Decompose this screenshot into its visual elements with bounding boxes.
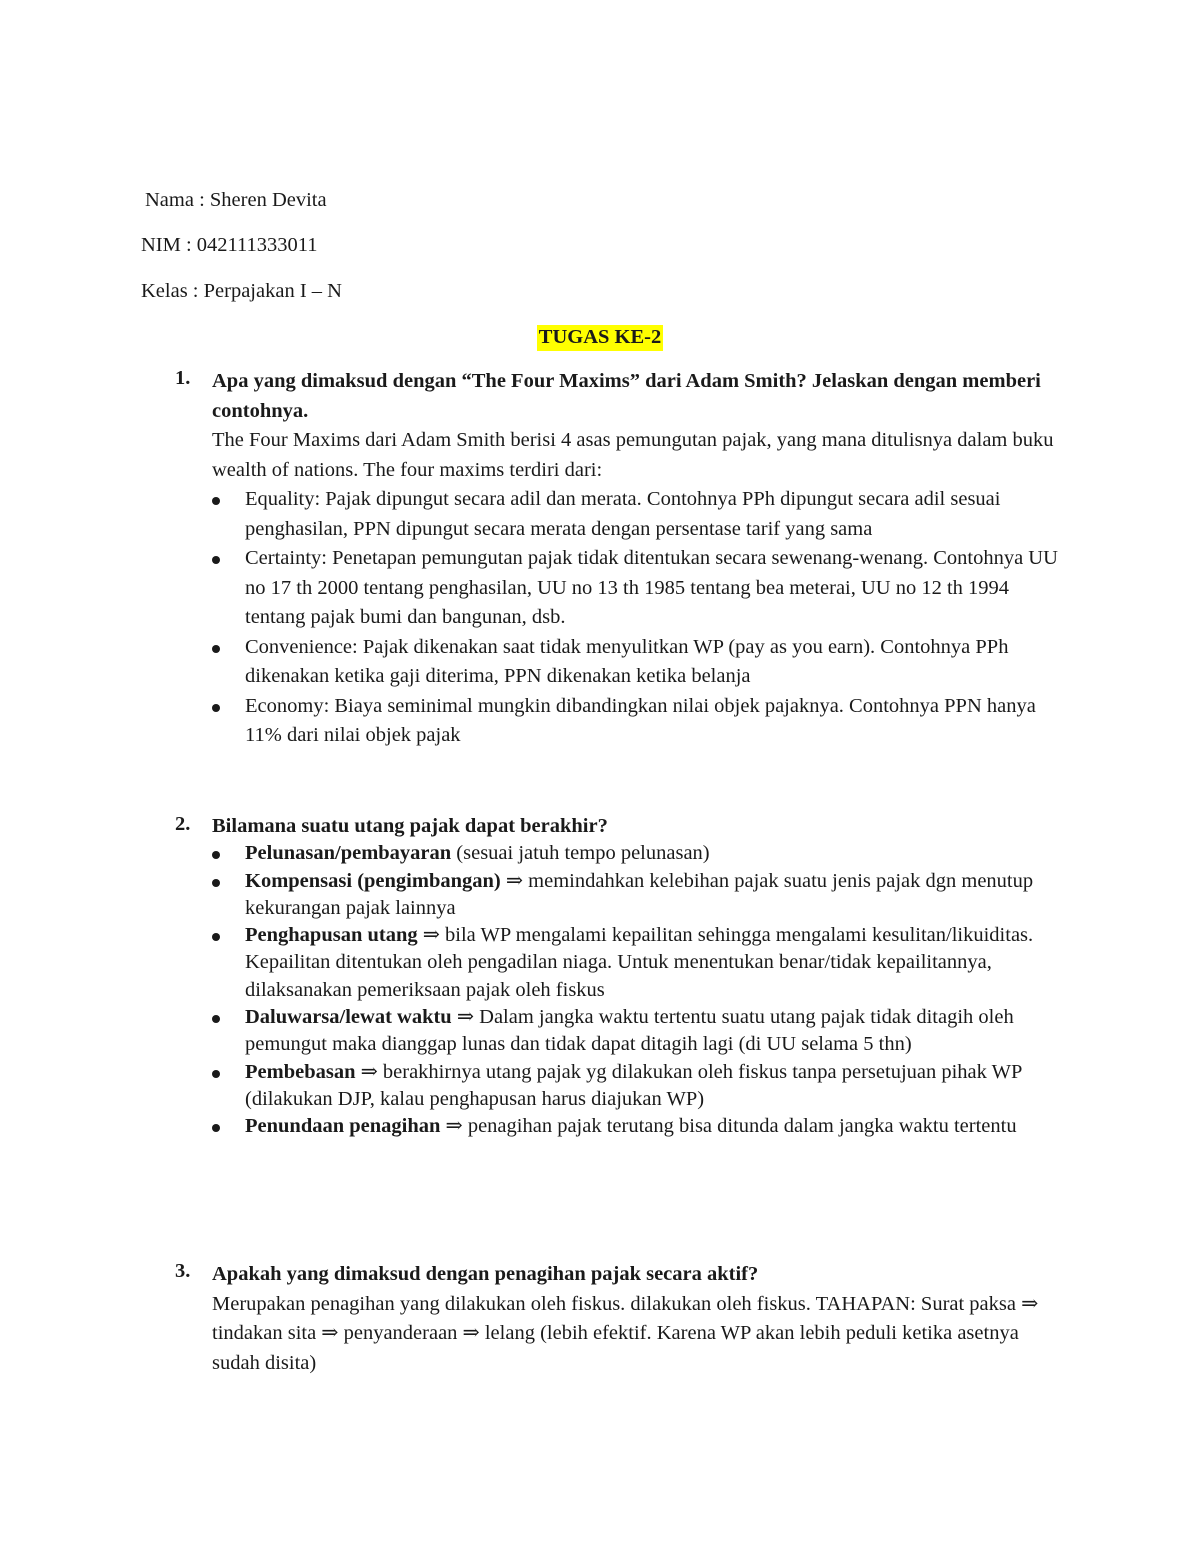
- list-item-text: Equality: Pajak dipungut secara adil dan merata. Contohnya PPh dipungut secara adil sesuai penghasilan, PPN dipungut secara merata dengan persentase tarif yang sama: [245, 488, 1001, 540]
- bullet-icon: [212, 1124, 220, 1132]
- bullet-icon: [212, 1070, 220, 1078]
- question-text: Apakah yang dimaksud dengan penagihan pajak secara aktif?: [212, 1263, 759, 1285]
- question-text: Bilamana suatu utang pajak dapat berakhir?: [212, 815, 608, 837]
- answer-text: The Four Maxims dari Adam Smith berisi 4 asas pemungutan pajak, yang mana ditulisnya dalam buku wealth of nations. The four maxims terdiri dari:: [212, 429, 1054, 481]
- bullet-icon: [212, 497, 220, 505]
- question-number: 3.: [175, 1260, 191, 1282]
- question-body: [212, 367, 1065, 751]
- list-item: [175, 633, 1065, 692]
- list-item: [175, 922, 1065, 1004]
- list-item-text: (sesuai jatuh tempo pelunasan): [451, 842, 710, 865]
- assignment-title: TUGAS KE-2: [537, 325, 663, 351]
- list-item: [175, 1004, 1065, 1059]
- title-wrapper: [0, 325, 1200, 351]
- question-3: [175, 1260, 1065, 1378]
- bullet-icon: [212, 879, 220, 887]
- list-item: [175, 868, 1065, 923]
- list-item-term: Pelunasan/pembayaran: [245, 842, 452, 865]
- question-number: 2.: [175, 813, 191, 835]
- question-body: [212, 1260, 1065, 1378]
- bullet-icon: [212, 851, 220, 859]
- student-class: Kelas : Perpajakan I – N: [141, 280, 342, 302]
- list-item: [175, 692, 1065, 751]
- student-nim: NIM : 042111333011: [141, 234, 318, 256]
- question-text: Apa yang dimaksud dengan “The Four Maxims” dari Adam Smith? Jelaskan dengan memberi contohnya.: [212, 370, 1041, 422]
- question-1: [175, 367, 1065, 751]
- list-item-term: Daluwarsa/lewat waktu: [245, 1006, 452, 1029]
- maxims-list: [212, 485, 1065, 751]
- list-item-text: Convenience: Pajak dikenakan saat tidak menyulitkan WP (pay as you earn). Contohnya PPh dikenakan ketika gaji diterima, PPN dikenakan ketika belanja: [245, 635, 1009, 687]
- question-2: [175, 813, 1065, 1141]
- list-item: [175, 1113, 1065, 1140]
- list-item-text: ⇒ berakhirnya utang pajak yg dilakukan oleh fiskus tanpa persetujuan pihak WP (dilakukan DJP, kalau penghapusan harus diajukan WP): [245, 1060, 1022, 1110]
- debt-end-list: [212, 840, 1065, 1140]
- list-item-text: ⇒ penagihan pajak terutang bisa ditunda dalam jangka waktu tertentu: [440, 1115, 1017, 1138]
- list-item-text: Economy: Biaya seminimal mungkin dibandingkan nilai objek pajaknya. Contohnya PPN hanya 11% dari nilai objek pajak: [245, 694, 1036, 746]
- answer-text: Merupakan penagihan yang dilakukan oleh fiskus. dilakukan oleh fiskus. TAHAPAN: Surat paksa ⇒ tindakan sita ⇒ penyanderaan ⇒ lelang (lebih efektif. Karena WP akan lebih peduli ketika asetnya sudah disita): [212, 1292, 1039, 1374]
- list-item: [175, 1059, 1065, 1114]
- bullet-icon: [212, 645, 220, 653]
- list-item-text: ⇒ memindahkan kelebihan pajak suatu jenis pajak dgn menutup kekurangan pajak lainnya: [245, 869, 1034, 919]
- list-item-text: ⇒ Dalam jangka waktu tertentu suatu utang pajak tidak ditagih oleh pemungut maka dianggap lunas dan tidak dapat ditagih lagi (di UU selama 5 thn): [245, 1006, 1014, 1056]
- list-item: [175, 544, 1065, 633]
- list-item-term: Kompensasi (pengimbangan): [245, 869, 501, 892]
- question-body: [212, 813, 1065, 1141]
- bullet-icon: [212, 1015, 220, 1023]
- list-item-text: Certainty: Penetapan pemungutan pajak tidak ditentukan secara sewenang-wenang. Contohnya UU no 17 th 2000 tentang penghasilan, UU no 13 th 1985 tentang bea meterai, UU no 12 th 1994 tentang pajak bumi dan bangunan, dsb.: [245, 547, 1058, 628]
- list-item-term: Pembebasan: [245, 1060, 356, 1083]
- list-item: [175, 485, 1065, 544]
- question-number: 1.: [175, 367, 191, 389]
- bullet-icon: [212, 933, 220, 941]
- list-item-term: Penghapusan utang: [245, 924, 418, 947]
- list-item-term: Penundaan penagihan: [245, 1115, 441, 1138]
- list-item-text: ⇒ bila WP mengalami kepailitan sehingga mengalami kesulitan/likuiditas. Kepailitan ditentukan oleh pengadilan niaga. Untuk menentukan benar/tidak kepailitannya, dilaksanakan pemeriksaan pajak oleh fiskus: [245, 924, 1034, 1001]
- bullet-icon: [212, 704, 220, 712]
- bullet-icon: [212, 556, 220, 564]
- student-name: Nama : Sheren Devita: [145, 189, 327, 211]
- list-item: [175, 840, 1065, 867]
